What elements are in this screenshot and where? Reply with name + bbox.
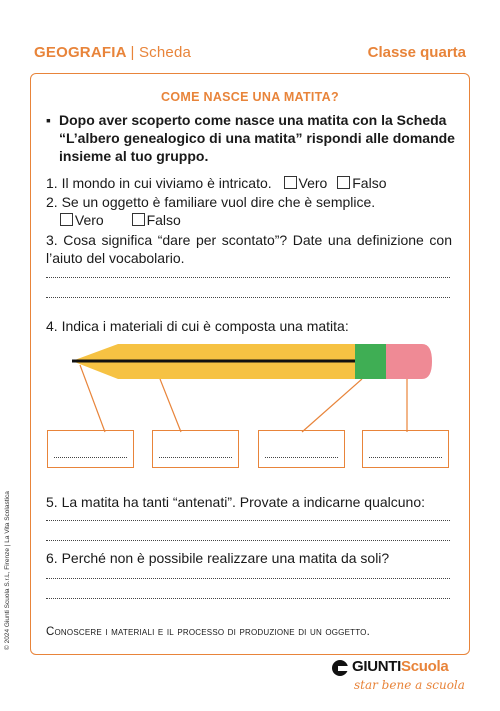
q5-answer-line-2[interactable] [46, 540, 450, 541]
q1-true-checkbox[interactable] [284, 176, 297, 189]
leader-line-tip [80, 365, 105, 432]
question-2-text: 2. Se un oggetto è familiare vuol dire che è semplice. [46, 194, 376, 210]
question-5 [46, 493, 452, 511]
subject-label [34, 44, 191, 61]
brand-part-a: GIUNTI [352, 658, 402, 675]
question-2 [46, 193, 452, 229]
pencil-eraser [386, 344, 432, 379]
q1-false-label: Falso [352, 175, 387, 191]
question-6-text: 6. Perché non è possibile realizzare una matita da soli? [46, 550, 390, 566]
q6-answer-line-1[interactable] [46, 578, 450, 579]
sheet-label: Scheda [138, 44, 192, 61]
q2-false-checkbox[interactable] [132, 213, 145, 226]
q1-false-checkbox[interactable] [337, 176, 350, 189]
subject-text: GEOGRAFIA [34, 44, 127, 61]
worksheet-title: COME NASCE UNA MATITA? [161, 90, 339, 104]
page-header [34, 44, 466, 64]
brand-part-b: Scuola [401, 658, 449, 675]
q3-answer-line-2[interactable] [46, 297, 450, 298]
bullet-icon: ▪ [46, 112, 51, 128]
publisher-logo [332, 658, 472, 698]
question-1-text: 1. Il mondo in cui viviamo è intricato. [46, 175, 272, 191]
copyright-notice: © 2024 Giunti Scuola S.r.L, Firenze | La Vita Scolastica [4, 491, 11, 650]
pencil-ferrule [355, 344, 386, 379]
material-box-3[interactable] [258, 430, 345, 468]
q2-true-label: Vero [74, 212, 104, 228]
learning-objective: Conoscere i materiali e il processo di produzione di un oggetto. [46, 626, 370, 638]
leader-line-wood [160, 379, 181, 432]
q3-answer-line-1[interactable] [46, 277, 450, 278]
pencil-diagram [0, 335, 500, 435]
question-1 [46, 174, 452, 192]
intro-text: Dopo aver scoperto come nasce una matita con la Scheda “L’albero genealogico di una matita” rispondi alle domande insieme al tuo gruppo. [59, 112, 455, 164]
q6-answer-line-2[interactable] [46, 598, 450, 599]
brand-name [352, 658, 448, 675]
grade-label: Classe quarta [367, 44, 466, 61]
material-box-4[interactable] [362, 430, 449, 468]
header-separator: | [130, 44, 135, 61]
question-5-text: 5. La matita ha tanti “antenati”. Provate a indicarne qualcuno: [46, 494, 426, 510]
question-3 [46, 231, 452, 267]
leader-line-ferrule [302, 379, 362, 432]
q2-false-label: Falso [146, 212, 181, 228]
intro-instructions [46, 111, 456, 165]
question-3-text: 3. Cosa significa “dare per scontato”? Date una definizione con l’aiuto del vocabolario. [46, 232, 452, 266]
materials-boxes [47, 430, 451, 470]
material-box-2[interactable] [152, 430, 239, 468]
q5-answer-line-1[interactable] [46, 520, 450, 521]
brand-tagline: star bene a scuola [354, 678, 465, 692]
q2-true-checkbox[interactable] [60, 213, 73, 226]
q1-true-label: Vero [298, 175, 328, 191]
giunti-logo-icon [332, 660, 348, 676]
question-6 [46, 549, 452, 567]
question-4-text: 4. Indica i materiali di cui è composta una matita: [46, 318, 349, 334]
question-4 [46, 317, 452, 335]
material-box-1[interactable] [47, 430, 134, 468]
